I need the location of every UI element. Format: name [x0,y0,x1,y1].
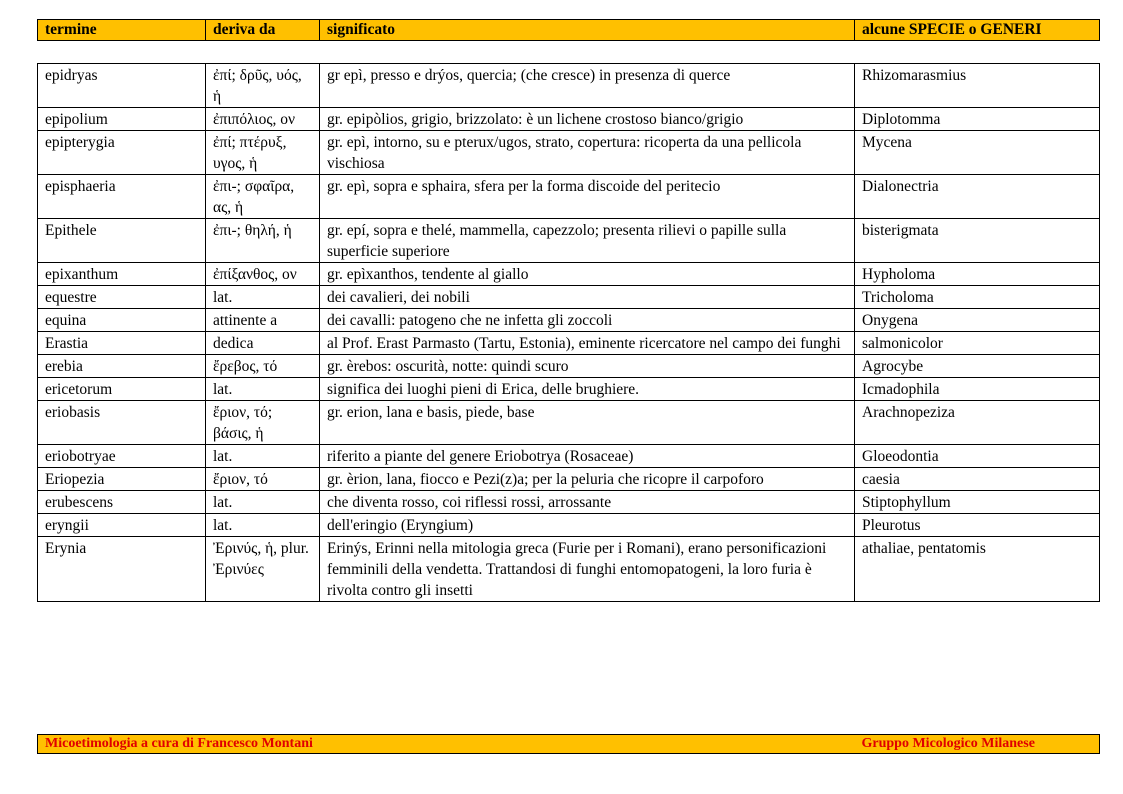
cell-deriva-da: lat. [206,378,320,401]
cell-termine: epidryas [38,64,206,108]
header-termine: termine [38,20,206,41]
cell-significato: dell'eringio (Eryngium) [320,514,855,537]
table-row [38,468,1100,491]
cell-significato: gr. epì, sopra e sphaira, sfera per la forma discoide del peritecio [320,175,855,219]
header-significato: significato [320,20,855,41]
cell-significato: dei cavalli: patogeno che ne infetta gli zoccoli [320,309,855,332]
cell-specie: Stiptophyllum [855,491,1100,514]
cell-specie: Diplotomma [855,108,1100,131]
cell-deriva-da: Ἐρινύς, ἡ, plur. Ἐρινύες [206,537,320,602]
table-row [38,219,1100,263]
cell-specie: Pleurotus [855,514,1100,537]
cell-termine: equestre [38,286,206,309]
cell-termine: eriobotryae [38,445,206,468]
table-row [38,263,1100,286]
cell-significato: che diventa rosso, coi riflessi rossi, arrossante [320,491,855,514]
cell-deriva-da: ἐπι-; θηλή, ἡ [206,219,320,263]
cell-specie: Gloeodontia [855,445,1100,468]
cell-termine: Eriopezia [38,468,206,491]
table-row [38,309,1100,332]
cell-significato: Erinýs, Erinni nella mitologia greca (Furie per i Romani), erano personificazioni femminili della vendetta. Trattandosi di funghi entomopatogeni, la loro furia è rivolta contro gli insetti [320,537,855,602]
table-row [38,401,1100,445]
cell-deriva-da: lat. [206,445,320,468]
cell-significato: gr. epì, intorno, su e pterux/ugos, strato, copertura: ricoperta da una pellicola vischiosa [320,131,855,175]
cell-termine: ericetorum [38,378,206,401]
cell-termine: epipolium [38,108,206,131]
cell-specie: Agrocybe [855,355,1100,378]
table-row [38,445,1100,468]
header-specie: alcune SPECIE o GENERI [855,20,1100,41]
cell-significato: riferito a piante del genere Eriobotrya (Rosaceae) [320,445,855,468]
page-footer [37,734,1100,754]
table-row [38,514,1100,537]
column-header-bar [37,19,1100,41]
table-row [38,491,1100,514]
cell-deriva-da: ἐπιπόλιος, ον [206,108,320,131]
table-row [38,355,1100,378]
cell-deriva-da: ἐπί; πτέρυξ, υγος, ἡ [206,131,320,175]
cell-significato: gr. epipòlios, grigio, brizzolato: è un lichene crostoso bianco/grigio [320,108,855,131]
cell-termine: epixanthum [38,263,206,286]
etymology-table [37,63,1100,602]
cell-significato: gr epì, presso e drýos, quercia; (che cresce) in presenza di querce [320,64,855,108]
table-row [38,131,1100,175]
cell-deriva-da: dedica [206,332,320,355]
cell-deriva-da: lat. [206,514,320,537]
cell-specie: Onygena [855,309,1100,332]
cell-termine: Epithele [38,219,206,263]
header-deriva-da: deriva da [206,20,320,41]
cell-termine: epipterygia [38,131,206,175]
table-row [38,378,1100,401]
cell-specie: salmonicolor [855,332,1100,355]
cell-significato: al Prof. Erast Parmasto (Tartu, Estonia), eminente ricercatore nel campo dei funghi [320,332,855,355]
cell-termine: eriobasis [38,401,206,445]
cell-deriva-da: attinente a [206,309,320,332]
cell-significato: significa dei luoghi pieni di Erica, delle brughiere. [320,378,855,401]
cell-deriva-da: ἔριον, τό; βάσις, ἡ [206,401,320,445]
cell-specie: bisterigmata [855,219,1100,263]
cell-termine: eryngii [38,514,206,537]
table-row [38,332,1100,355]
cell-deriva-da: ἐπι-; σφαῖρα, ας, ἡ [206,175,320,219]
cell-termine: Erastia [38,332,206,355]
cell-specie: Dialonectria [855,175,1100,219]
cell-significato: gr. èrion, lana, fiocco e Pezi(z)a; per la peluria che ricopre il carpoforo [320,468,855,491]
cell-termine: equina [38,309,206,332]
cell-specie: Icmadophila [855,378,1100,401]
cell-specie: caesia [855,468,1100,491]
cell-significato: gr. èrebos: oscurità, notte: quindi scuro [320,355,855,378]
cell-termine: Erynia [38,537,206,602]
cell-specie: Rhizomarasmius [855,64,1100,108]
cell-deriva-da: lat. [206,491,320,514]
cell-deriva-da: ἐπί; δρῦς, υός, ἡ [206,64,320,108]
cell-deriva-da: ἔρεβος, τό [206,355,320,378]
cell-deriva-da: lat. [206,286,320,309]
cell-specie: Mycena [855,131,1100,175]
cell-significato: gr. epìxanthos, tendente al giallo [320,263,855,286]
table-row [38,537,1100,602]
footer-author: Micoetimologia a cura di Francesco Montani [38,735,855,754]
cell-deriva-da: ἐπίξανθος, ον [206,263,320,286]
cell-specie: athaliae, pentatomis [855,537,1100,602]
footer-group: Gruppo Micologico Milanese [855,735,1100,754]
cell-deriva-da: ἔριον, τό [206,468,320,491]
cell-termine: erebia [38,355,206,378]
cell-termine: episphaeria [38,175,206,219]
table-row [38,286,1100,309]
cell-significato: gr. epí, sopra e thelé, mammella, capezzolo; presenta rilievi o papille sulla superficie superiore [320,219,855,263]
table-row [38,108,1100,131]
cell-specie: Hypholoma [855,263,1100,286]
cell-significato: gr. erion, lana e basis, piede, base [320,401,855,445]
cell-specie: Arachnopeziza [855,401,1100,445]
cell-specie: Tricholoma [855,286,1100,309]
cell-significato: dei cavalieri, dei nobili [320,286,855,309]
table-row [38,175,1100,219]
table-row [38,64,1100,108]
cell-termine: erubescens [38,491,206,514]
